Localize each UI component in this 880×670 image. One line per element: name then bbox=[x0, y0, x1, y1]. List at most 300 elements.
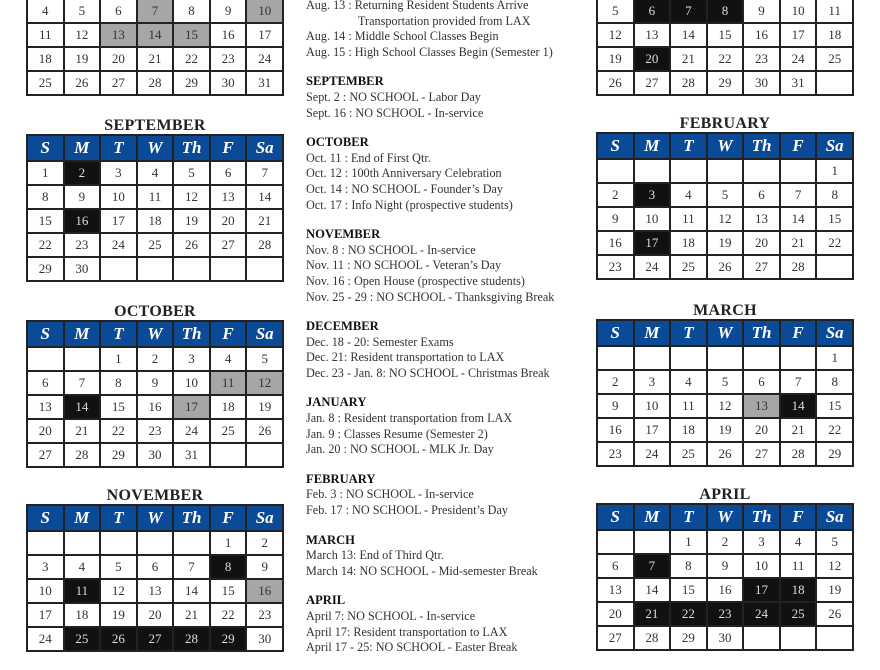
day-cell: 26 bbox=[173, 233, 210, 257]
week-row bbox=[597, 602, 853, 626]
day-cell: 31 bbox=[246, 71, 283, 95]
day-cell: 18 bbox=[780, 578, 817, 602]
event-item: Nov. 8 : NO SCHOOL - In-service bbox=[306, 242, 476, 257]
day-cell: 1 bbox=[816, 346, 853, 370]
day-cell: 28 bbox=[634, 626, 671, 650]
day-cell: 10 bbox=[27, 579, 64, 603]
week-row bbox=[597, 207, 853, 231]
day-cell: 20 bbox=[137, 603, 174, 627]
section-title: FEBRUARY bbox=[306, 471, 376, 486]
month-grid bbox=[596, 132, 854, 280]
day-cell: 4 bbox=[210, 347, 247, 371]
week-row bbox=[27, 23, 283, 47]
section-title: OCTOBER bbox=[306, 135, 369, 150]
day-cell: 11 bbox=[670, 207, 707, 231]
day-cell bbox=[743, 159, 780, 183]
day-cell: 29 bbox=[100, 443, 137, 467]
event-item: April 17 - 25: NO SCHOOL - Easter Break bbox=[306, 640, 518, 655]
day-cell: 30 bbox=[64, 257, 101, 281]
day-cell: 23 bbox=[137, 419, 174, 443]
day-cell bbox=[137, 257, 174, 281]
day-cell: 9 bbox=[137, 371, 174, 395]
day-cell: 19 bbox=[173, 209, 210, 233]
weekday-header: W bbox=[707, 320, 744, 346]
day-cell: 26 bbox=[246, 419, 283, 443]
day-cell: 19 bbox=[100, 603, 137, 627]
event-item: Oct. 11 : End of First Qtr. bbox=[306, 150, 431, 165]
day-cell bbox=[816, 255, 853, 279]
event-item: Nov. 16 : Open House (prospective students) bbox=[306, 273, 525, 288]
day-cell: 24 bbox=[100, 233, 137, 257]
week-row bbox=[27, 0, 283, 23]
day-cell: 15 bbox=[707, 23, 744, 47]
event-item: Dec. 23 - Jan. 8: NO SCHOOL - Christmas Break bbox=[306, 365, 550, 380]
day-cell: 25 bbox=[670, 442, 707, 466]
day-cell: 28 bbox=[780, 442, 817, 466]
day-cell: 19 bbox=[707, 231, 744, 255]
event-item: Dec. 18 - 20: Semester Exams bbox=[306, 334, 454, 349]
day-cell: 9 bbox=[210, 0, 247, 23]
day-cell: 16 bbox=[137, 395, 174, 419]
day-cell: 10 bbox=[634, 207, 671, 231]
day-cell: 13 bbox=[210, 185, 247, 209]
event-item: April 17: Resident transportation to LAX bbox=[306, 624, 508, 639]
day-cell: 13 bbox=[634, 23, 671, 47]
day-cell: 21 bbox=[137, 47, 174, 71]
day-cell bbox=[246, 443, 283, 467]
day-cell: 16 bbox=[64, 209, 101, 233]
day-cell: 26 bbox=[707, 255, 744, 279]
day-cell: 29 bbox=[173, 71, 210, 95]
day-cell: 9 bbox=[743, 0, 780, 23]
day-cell: 18 bbox=[210, 395, 247, 419]
day-cell: 27 bbox=[210, 233, 247, 257]
calendar-october bbox=[26, 303, 284, 468]
day-cell: 19 bbox=[816, 578, 853, 602]
day-cell bbox=[173, 257, 210, 281]
day-cell bbox=[743, 626, 780, 650]
calendar-august bbox=[26, 0, 284, 96]
day-cell bbox=[597, 530, 634, 554]
day-cell: 17 bbox=[743, 578, 780, 602]
day-cell: 6 bbox=[100, 0, 137, 23]
day-cell: 17 bbox=[27, 603, 64, 627]
day-cell: 17 bbox=[100, 209, 137, 233]
weekday-header: T bbox=[670, 504, 707, 530]
month-grid bbox=[26, 134, 284, 282]
weekday-header: Sa bbox=[816, 133, 853, 159]
day-cell: 22 bbox=[816, 231, 853, 255]
week-row bbox=[27, 603, 283, 627]
day-cell: 8 bbox=[670, 554, 707, 578]
weekday-header-row bbox=[27, 135, 283, 161]
day-cell: 10 bbox=[100, 185, 137, 209]
day-cell: 26 bbox=[64, 71, 101, 95]
month-grid bbox=[596, 0, 854, 96]
day-cell bbox=[64, 347, 101, 371]
day-cell: 20 bbox=[27, 419, 64, 443]
day-cell: 12 bbox=[64, 23, 101, 47]
day-cell: 7 bbox=[780, 370, 817, 394]
day-cell: 14 bbox=[634, 578, 671, 602]
day-cell: 28 bbox=[137, 71, 174, 95]
day-cell: 4 bbox=[670, 370, 707, 394]
day-cell: 17 bbox=[634, 418, 671, 442]
day-cell: 19 bbox=[707, 418, 744, 442]
day-cell: 13 bbox=[743, 207, 780, 231]
day-cell: 26 bbox=[816, 602, 853, 626]
day-cell: 21 bbox=[64, 419, 101, 443]
day-cell: 13 bbox=[100, 23, 137, 47]
day-cell: 12 bbox=[707, 207, 744, 231]
day-cell: 27 bbox=[27, 443, 64, 467]
day-cell: 15 bbox=[173, 23, 210, 47]
week-row bbox=[597, 418, 853, 442]
weekday-header: Sa bbox=[816, 320, 853, 346]
weekday-header: Th bbox=[743, 320, 780, 346]
month-grid bbox=[26, 0, 284, 96]
day-cell: 5 bbox=[173, 161, 210, 185]
week-row bbox=[27, 347, 283, 371]
weekday-header: Th bbox=[743, 504, 780, 530]
events-november bbox=[306, 227, 586, 305]
section-title: APRIL bbox=[306, 593, 346, 608]
day-cell: 14 bbox=[137, 23, 174, 47]
weekday-header-row bbox=[597, 320, 853, 346]
month-grid bbox=[26, 320, 284, 468]
event-item: Sept. 2 : NO SCHOOL - Labor Day bbox=[306, 89, 481, 104]
day-cell: 3 bbox=[100, 161, 137, 185]
weekday-header-row bbox=[27, 505, 283, 531]
day-cell: 6 bbox=[743, 183, 780, 207]
day-cell: 3 bbox=[634, 183, 671, 207]
day-cell: 22 bbox=[210, 603, 247, 627]
day-cell: 27 bbox=[597, 626, 634, 650]
event-item: Jan. 8 : Resident transportation from LAX bbox=[306, 411, 513, 426]
day-cell: 13 bbox=[597, 578, 634, 602]
weekday-header: Sa bbox=[246, 321, 283, 347]
day-cell: 15 bbox=[210, 579, 247, 603]
weekday-header: M bbox=[64, 135, 101, 161]
weekday-header: Th bbox=[173, 135, 210, 161]
day-cell: 30 bbox=[246, 627, 283, 651]
week-row bbox=[27, 185, 283, 209]
day-cell: 11 bbox=[27, 23, 64, 47]
weekday-header: Th bbox=[173, 321, 210, 347]
day-cell: 11 bbox=[210, 371, 247, 395]
day-cell bbox=[246, 257, 283, 281]
day-cell bbox=[27, 347, 64, 371]
day-cell: 28 bbox=[173, 627, 210, 651]
week-row bbox=[597, 183, 853, 207]
day-cell: 24 bbox=[780, 47, 817, 71]
day-cell bbox=[707, 159, 744, 183]
day-cell: 30 bbox=[137, 443, 174, 467]
day-cell: 21 bbox=[670, 47, 707, 71]
week-row bbox=[597, 626, 853, 650]
day-cell bbox=[780, 346, 817, 370]
events-february bbox=[306, 472, 586, 519]
day-cell: 26 bbox=[707, 442, 744, 466]
day-cell: 29 bbox=[210, 627, 247, 651]
day-cell: 24 bbox=[246, 47, 283, 71]
event-item: Feb. 17 : NO SCHOOL - President’s Day bbox=[306, 503, 508, 518]
day-cell: 17 bbox=[634, 231, 671, 255]
week-row bbox=[27, 395, 283, 419]
day-cell: 20 bbox=[743, 418, 780, 442]
day-cell: 10 bbox=[173, 371, 210, 395]
day-cell: 16 bbox=[246, 579, 283, 603]
day-cell: 15 bbox=[816, 207, 853, 231]
day-cell: 27 bbox=[137, 627, 174, 651]
day-cell: 23 bbox=[707, 602, 744, 626]
day-cell: 11 bbox=[816, 0, 853, 23]
events-april bbox=[306, 593, 586, 655]
day-cell: 5 bbox=[707, 183, 744, 207]
week-row bbox=[597, 47, 853, 71]
day-cell: 14 bbox=[780, 394, 817, 418]
day-cell: 22 bbox=[27, 233, 64, 257]
week-row bbox=[597, 394, 853, 418]
events-september bbox=[306, 74, 586, 121]
weekday-header: F bbox=[780, 504, 817, 530]
day-cell: 16 bbox=[707, 578, 744, 602]
event-item: April 7: NO SCHOOL - In-service bbox=[306, 609, 476, 623]
week-row bbox=[27, 531, 283, 555]
day-cell: 7 bbox=[64, 371, 101, 395]
day-cell: 1 bbox=[670, 530, 707, 554]
day-cell: 2 bbox=[597, 370, 634, 394]
day-cell: 16 bbox=[597, 231, 634, 255]
day-cell bbox=[670, 159, 707, 183]
weekday-header: S bbox=[597, 133, 634, 159]
day-cell: 25 bbox=[27, 71, 64, 95]
day-cell: 2 bbox=[597, 183, 634, 207]
day-cell: 30 bbox=[743, 71, 780, 95]
event-item: Jan. 9 : Classes Resume (Semester 2) bbox=[306, 426, 488, 441]
day-cell: 6 bbox=[137, 555, 174, 579]
day-cell: 12 bbox=[100, 579, 137, 603]
calendar-february bbox=[596, 115, 854, 280]
weekday-header: T bbox=[100, 321, 137, 347]
day-cell: 14 bbox=[64, 395, 101, 419]
week-row bbox=[27, 443, 283, 467]
day-cell: 3 bbox=[173, 347, 210, 371]
day-cell: 27 bbox=[743, 255, 780, 279]
event-item: Aug. 14 : Middle School Classes Begin bbox=[306, 29, 499, 44]
day-cell: 1 bbox=[210, 531, 247, 555]
week-row bbox=[597, 0, 853, 23]
day-cell: 18 bbox=[137, 209, 174, 233]
day-cell: 22 bbox=[670, 602, 707, 626]
day-cell: 4 bbox=[780, 530, 817, 554]
day-cell: 5 bbox=[246, 347, 283, 371]
day-cell: 23 bbox=[210, 47, 247, 71]
weekday-header: W bbox=[707, 504, 744, 530]
day-cell: 18 bbox=[64, 603, 101, 627]
day-cell: 25 bbox=[137, 233, 174, 257]
day-cell bbox=[780, 159, 817, 183]
day-cell: 15 bbox=[27, 209, 64, 233]
week-row bbox=[27, 71, 283, 95]
weekday-header: Sa bbox=[246, 505, 283, 531]
weekday-header-row bbox=[597, 133, 853, 159]
weekday-header: F bbox=[210, 135, 247, 161]
day-cell: 18 bbox=[670, 418, 707, 442]
day-cell: 25 bbox=[816, 47, 853, 71]
weekday-header: M bbox=[64, 321, 101, 347]
day-cell: 17 bbox=[780, 23, 817, 47]
day-cell: 28 bbox=[64, 443, 101, 467]
calendar-january bbox=[596, 0, 854, 96]
week-row bbox=[27, 161, 283, 185]
event-item: Sept. 16 : NO SCHOOL - In-service bbox=[306, 105, 484, 120]
day-cell: 3 bbox=[634, 370, 671, 394]
day-cell: 8 bbox=[100, 371, 137, 395]
day-cell: 21 bbox=[173, 603, 210, 627]
week-row bbox=[27, 257, 283, 281]
weekday-header-row bbox=[27, 321, 283, 347]
day-cell: 18 bbox=[816, 23, 853, 47]
day-cell: 27 bbox=[743, 442, 780, 466]
day-cell: 17 bbox=[246, 23, 283, 47]
day-cell: 4 bbox=[27, 0, 64, 23]
day-cell: 27 bbox=[100, 71, 137, 95]
day-cell: 19 bbox=[597, 47, 634, 71]
day-cell: 28 bbox=[670, 71, 707, 95]
weekday-header: Sa bbox=[816, 504, 853, 530]
day-cell: 20 bbox=[597, 602, 634, 626]
month-title: SEPTEMBER bbox=[104, 117, 206, 134]
week-row bbox=[597, 530, 853, 554]
event-item: Oct. 17 : Info Night (prospective students) bbox=[306, 197, 513, 212]
weekday-header: M bbox=[634, 504, 671, 530]
day-cell: 8 bbox=[816, 183, 853, 207]
day-cell: 6 bbox=[27, 371, 64, 395]
week-row bbox=[597, 71, 853, 95]
day-cell bbox=[816, 626, 853, 650]
day-cell bbox=[597, 346, 634, 370]
event-item: Jan. 20 : NO SCHOOL - MLK Jr. Day bbox=[306, 442, 494, 457]
day-cell: 6 bbox=[743, 370, 780, 394]
day-cell: 16 bbox=[210, 23, 247, 47]
day-cell: 23 bbox=[64, 233, 101, 257]
day-cell: 23 bbox=[743, 47, 780, 71]
weekday-header: T bbox=[670, 133, 707, 159]
day-cell: 7 bbox=[634, 554, 671, 578]
day-cell: 19 bbox=[64, 47, 101, 71]
day-cell bbox=[707, 346, 744, 370]
month-grid bbox=[26, 504, 284, 652]
day-cell: 9 bbox=[707, 554, 744, 578]
day-cell: 9 bbox=[597, 394, 634, 418]
week-row bbox=[27, 47, 283, 71]
day-cell: 15 bbox=[670, 578, 707, 602]
day-cell: 11 bbox=[780, 554, 817, 578]
day-cell: 4 bbox=[670, 183, 707, 207]
month-title: FEBRUARY bbox=[679, 115, 771, 132]
month-grid bbox=[596, 503, 854, 651]
section-title: DECEMBER bbox=[306, 319, 379, 334]
day-cell bbox=[64, 531, 101, 555]
day-cell: 14 bbox=[780, 207, 817, 231]
weekday-header: M bbox=[634, 133, 671, 159]
day-cell: 31 bbox=[173, 443, 210, 467]
day-cell: 18 bbox=[670, 231, 707, 255]
event-item: March 14: NO SCHOOL - Mid-semester Break bbox=[306, 563, 538, 578]
month-title: APRIL bbox=[699, 486, 751, 503]
calendar-november bbox=[26, 487, 284, 652]
day-cell: 1 bbox=[100, 347, 137, 371]
day-cell: 2 bbox=[707, 530, 744, 554]
day-cell bbox=[634, 530, 671, 554]
day-cell bbox=[597, 159, 634, 183]
day-cell bbox=[100, 531, 137, 555]
day-cell: 10 bbox=[780, 0, 817, 23]
day-cell: 2 bbox=[246, 531, 283, 555]
week-row bbox=[597, 578, 853, 602]
events-december bbox=[306, 319, 586, 381]
day-cell: 19 bbox=[246, 395, 283, 419]
day-cell: 6 bbox=[634, 0, 671, 23]
week-row bbox=[597, 255, 853, 279]
day-cell: 7 bbox=[670, 0, 707, 23]
day-cell: 2 bbox=[64, 161, 101, 185]
day-cell: 24 bbox=[173, 419, 210, 443]
day-cell: 29 bbox=[27, 257, 64, 281]
event-item: Aug. 15 : High School Classes Begin (Semester 1) bbox=[306, 44, 553, 59]
month-title: OCTOBER bbox=[114, 303, 196, 320]
day-cell: 20 bbox=[743, 231, 780, 255]
day-cell: 29 bbox=[670, 626, 707, 650]
day-cell: 24 bbox=[743, 602, 780, 626]
event-item: Feb. 3 : NO SCHOOL - In-service bbox=[306, 487, 474, 502]
day-cell: 20 bbox=[210, 209, 247, 233]
weekday-header: S bbox=[27, 321, 64, 347]
calendar-april bbox=[596, 486, 854, 651]
day-cell: 12 bbox=[597, 23, 634, 47]
week-row bbox=[597, 231, 853, 255]
day-cell: 13 bbox=[743, 394, 780, 418]
day-cell: 28 bbox=[780, 255, 817, 279]
day-cell: 5 bbox=[597, 0, 634, 23]
day-cell: 25 bbox=[64, 627, 101, 651]
week-row bbox=[27, 627, 283, 651]
day-cell: 21 bbox=[246, 209, 283, 233]
day-cell: 1 bbox=[27, 161, 64, 185]
day-cell: 9 bbox=[246, 555, 283, 579]
weekday-header: T bbox=[670, 320, 707, 346]
weekday-header: T bbox=[100, 135, 137, 161]
day-cell: 25 bbox=[780, 602, 817, 626]
day-cell: 18 bbox=[27, 47, 64, 71]
weekday-header: F bbox=[780, 320, 817, 346]
day-cell bbox=[634, 159, 671, 183]
day-cell: 1 bbox=[816, 159, 853, 183]
day-cell: 28 bbox=[246, 233, 283, 257]
day-cell bbox=[670, 346, 707, 370]
day-cell: 10 bbox=[246, 0, 283, 23]
day-cell: 8 bbox=[173, 0, 210, 23]
week-row bbox=[27, 419, 283, 443]
day-cell: 11 bbox=[137, 185, 174, 209]
section-title: MARCH bbox=[306, 532, 355, 547]
day-cell: 31 bbox=[780, 71, 817, 95]
day-cell: 6 bbox=[210, 161, 247, 185]
weekday-header: F bbox=[780, 133, 817, 159]
day-cell: 25 bbox=[210, 419, 247, 443]
weekday-header: S bbox=[597, 504, 634, 530]
